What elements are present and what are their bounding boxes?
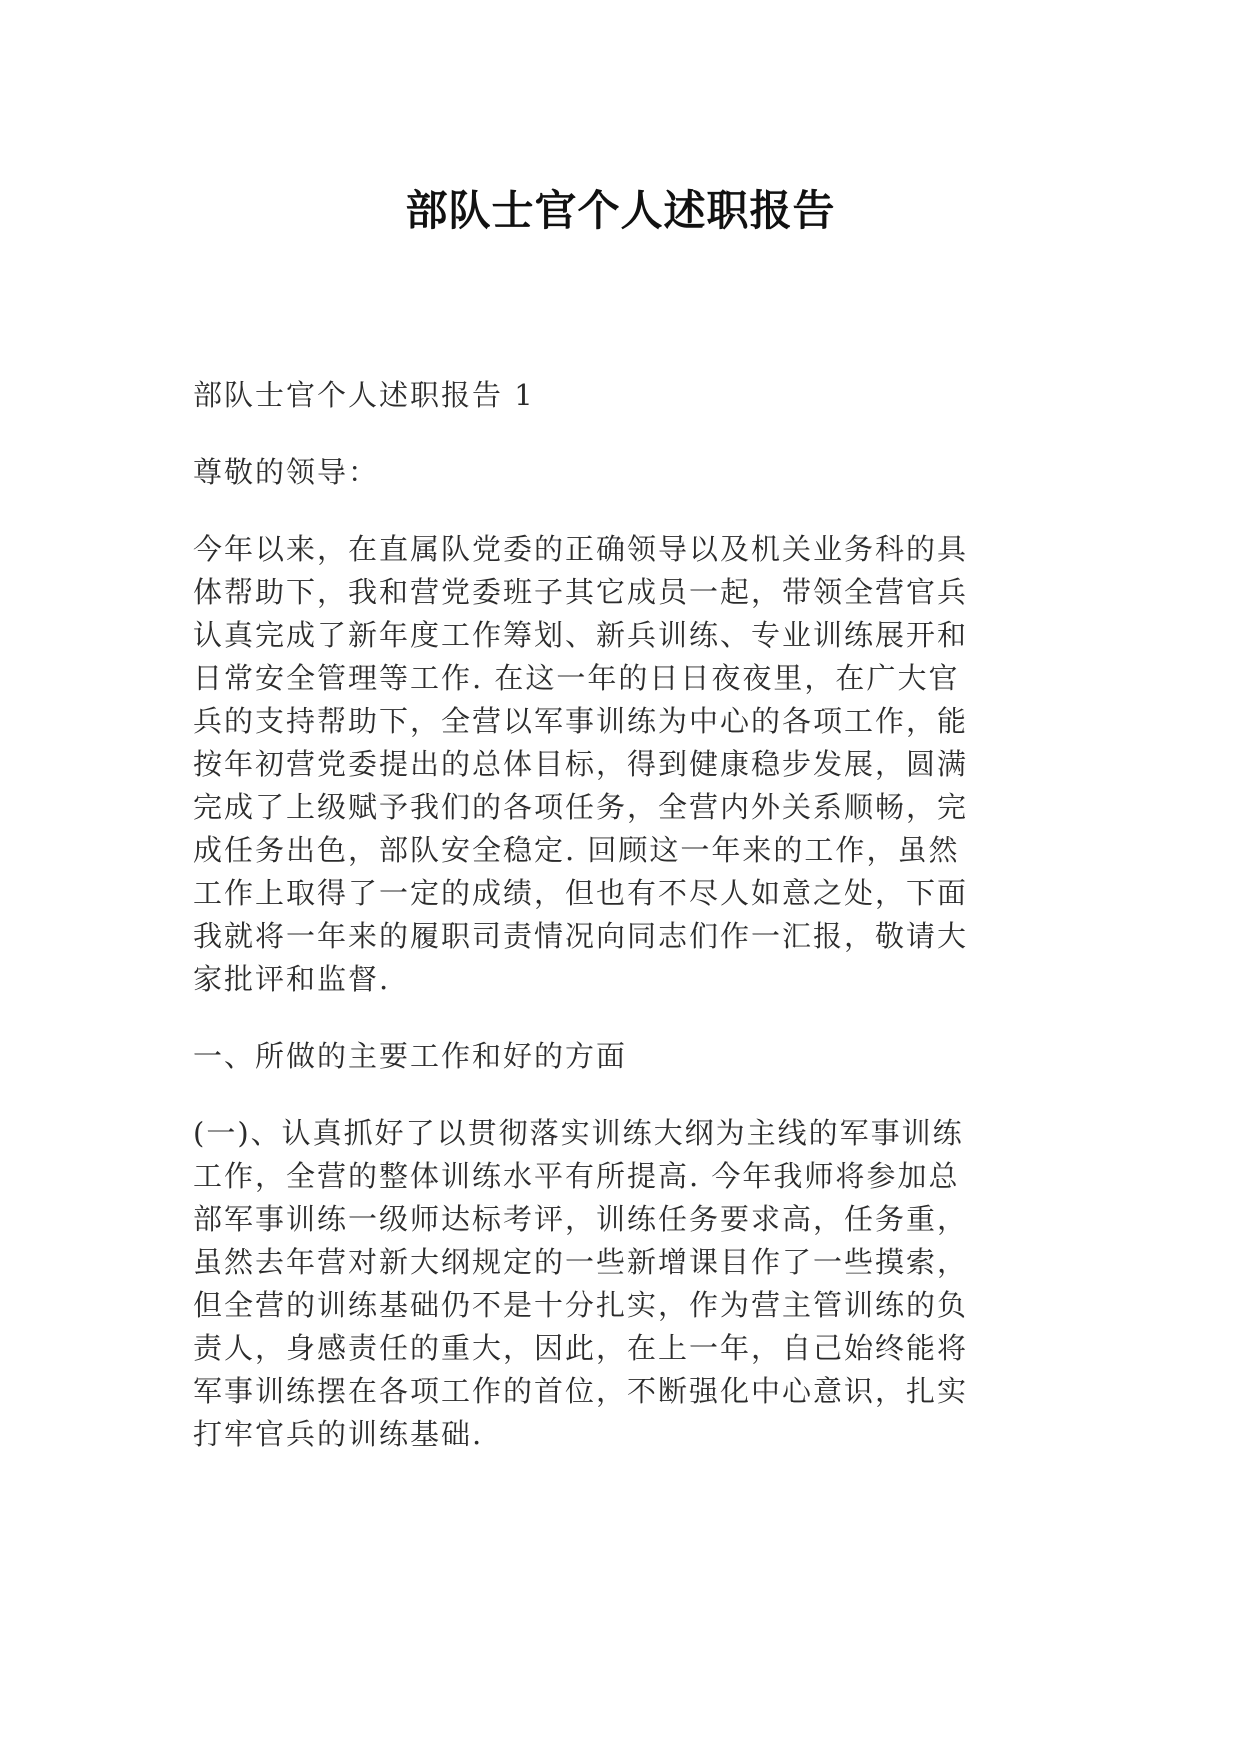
paragraph-line: 成任务出色，部队安全稳定. 回顾这一年来的工作，虽然 — [193, 833, 960, 867]
paragraph-line: 工作，全营的整体训练水平有所提高. 今年我师将参加总 — [193, 1159, 960, 1193]
paragraph-line: 体帮助下，我和营党委班子其它成员一起，带领全营官兵 — [193, 575, 969, 609]
paragraph-line: 按年初营党委提出的总体目标，得到健康稳步发展，圆满 — [193, 747, 969, 781]
paragraph-line: 责人，身感责任的重大，因此，在上一年，自己始终能将 — [193, 1331, 969, 1365]
paragraph-line: 完成了上级赋予我们的各项任务，全营内外关系顺畅，完 — [193, 790, 969, 824]
paragraph-line: 部军事训练一级师达标考评，训练任务要求高，任务重， — [193, 1202, 969, 1236]
report-subtitle: 部队士官个人述职报告 1 — [193, 378, 535, 412]
paragraph-line: 家批评和监督. — [193, 962, 391, 996]
paragraph-line: 打牢官兵的训练基础. — [193, 1417, 484, 1451]
paragraph-line: 日常安全管理等工作. 在这一年的日日夜夜里，在广大官 — [193, 661, 960, 695]
document-title: 部队士官个人述职报告 — [405, 186, 836, 235]
section-heading: 一、所做的主要工作和好的方面 — [193, 1039, 628, 1073]
paragraph-line: 工作上取得了一定的成绩，但也有不尽人如意之处，下面 — [193, 876, 969, 910]
paragraph-line: 认真完成了新年度工作筹划、新兵训练、专业训练展开和 — [193, 618, 969, 652]
paragraph-line: 但全营的训练基础仍不是十分扎实，作为营主管训练的负 — [193, 1288, 969, 1322]
paragraph-line: 兵的支持帮助下，全营以军事训练为中心的各项工作，能 — [193, 704, 969, 738]
salutation: 尊敬的领导： — [193, 455, 380, 489]
paragraph-line: 今年以来，在直属队党委的正确领导以及机关业务科的具 — [193, 532, 969, 566]
paragraph-line: (一)、认真抓好了以贯彻落实训练大纲为主线的军事训练 — [193, 1116, 964, 1150]
paragraph-line: 我就将一年来的履职司责情况向同志们作一汇报，敬请大 — [193, 919, 969, 953]
paragraph-line: 军事训练摆在各项工作的首位，不断强化中心意识，扎实 — [193, 1374, 969, 1408]
paragraph-line: 虽然去年营对新大纲规定的一些新增课目作了一些摸索， — [193, 1245, 969, 1279]
